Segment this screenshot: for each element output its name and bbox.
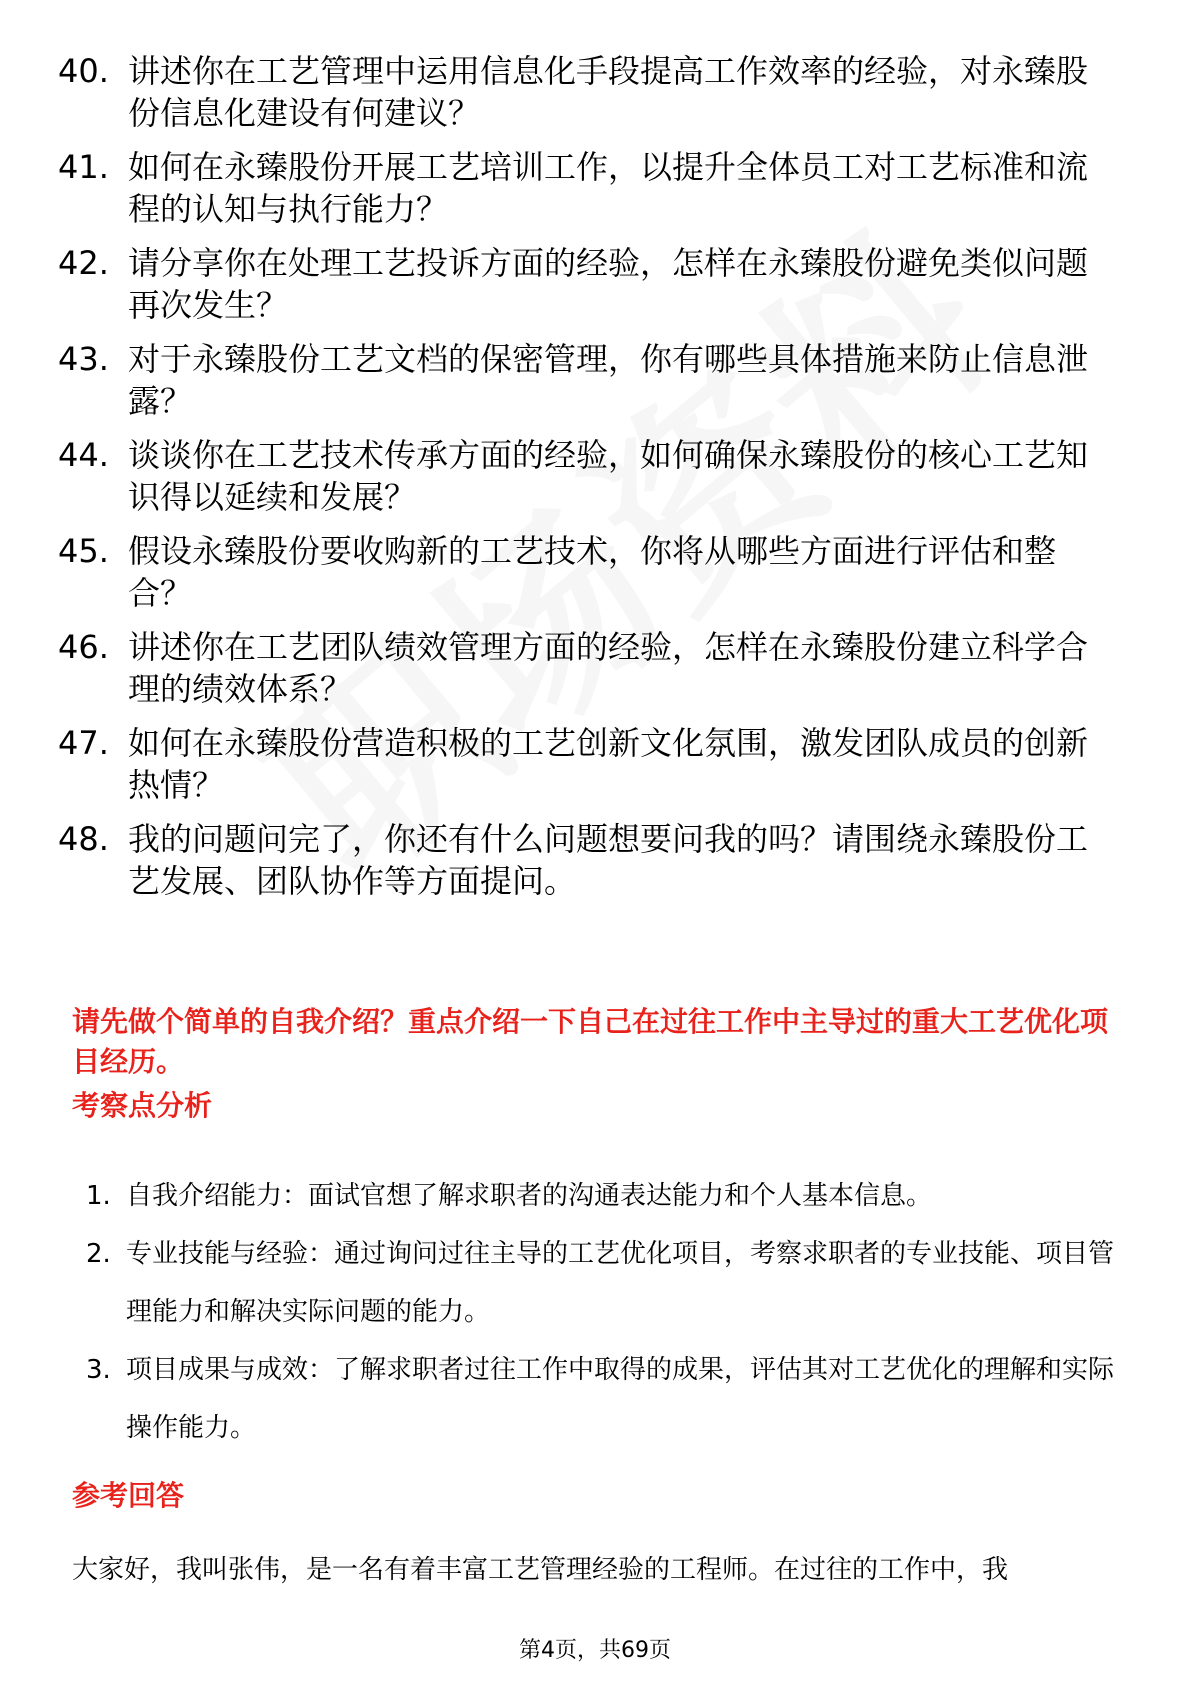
- question-item: [0, 338, 1190, 422]
- analysis-number: 1.: [86, 1181, 111, 1211]
- analysis-number: 2.: [86, 1239, 111, 1269]
- question-number: 40.: [58, 52, 109, 90]
- reference-answer: 大家好，我叫张伟，是一名有着丰富工艺管理经验的工程师。在过往的工作中，我: [72, 1555, 1009, 1585]
- question-text: 如何在永臻股份开展工艺培训工作，以提升全体员工对工艺标准和流程的认知与执行能力？: [128, 148, 1089, 228]
- question-number: 45.: [58, 532, 109, 570]
- question-text: 假设永臻股份要收购新的工艺技术，你将从哪些方面进行评估和整合？: [128, 532, 1057, 612]
- analysis-text: 专业技能与经验：通过询问过往主导的工艺优化项目，考察求职者的专业技能、项目管理能力和解决实际问题的能力。: [126, 1239, 1115, 1327]
- question-text: 讲述你在工艺团队绩效管理方面的经验，怎样在永臻股份建立科学合理的绩效体系？: [128, 628, 1089, 708]
- question-text: 如何在永臻股份营造积极的工艺创新文化氛围，激发团队成员的创新热情？: [128, 724, 1089, 804]
- featured-question: 请先做个简单的自我介绍？重点介绍一下自己在过往工作中主导过的重大工艺优化项目经历。: [72, 1005, 1109, 1078]
- analysis-heading: 考察点分析: [72, 1089, 213, 1122]
- question-text: 请分享你在处理工艺投诉方面的经验，怎样在永臻股份避免类似问题再次发生？: [128, 244, 1089, 324]
- question-list: [0, 50, 1190, 914]
- question-item: [0, 722, 1190, 806]
- question-item: [0, 146, 1190, 230]
- analysis-item: [0, 1225, 1190, 1341]
- question-text: 讲述你在工艺管理中运用信息化手段提高工作效率的经验，对永臻股份信息化建设有何建议？: [128, 52, 1089, 132]
- page-footer: 第4页，共69页: [519, 1638, 671, 1663]
- analysis-text: 自我介绍能力：面试官想了解求职者的沟通表达能力和个人基本信息。: [126, 1181, 933, 1211]
- question-number: 44.: [58, 436, 109, 474]
- analysis-item: [0, 1341, 1190, 1457]
- analysis-list: [0, 1167, 1190, 1457]
- question-number: 46.: [58, 628, 109, 666]
- analysis-item: [0, 1167, 1190, 1225]
- question-text: 对于永臻股份工艺文档的保密管理，你有哪些具体措施来防止信息泄露？: [128, 340, 1089, 420]
- question-item: [0, 434, 1190, 518]
- question-number: 47.: [58, 724, 109, 762]
- analysis-text: 项目成果与成效：了解求职者过往工作中取得的成果，评估其对工艺优化的理解和实际操作能力。: [126, 1355, 1115, 1443]
- question-number: 42.: [58, 244, 109, 282]
- analysis-number: 3.: [86, 1355, 111, 1385]
- reference-heading: 参考回答: [72, 1479, 185, 1512]
- question-number: 41.: [58, 148, 109, 186]
- question-text: 谈谈你在工艺技术传承方面的经验，如何确保永臻股份的核心工艺知识得以延续和发展？: [128, 436, 1089, 516]
- question-item: [0, 242, 1190, 326]
- question-item: [0, 626, 1190, 710]
- question-number: 48.: [58, 820, 109, 858]
- question-item: [0, 818, 1190, 902]
- question-number: 43.: [58, 340, 109, 378]
- question-item: [0, 530, 1190, 614]
- question-item: [0, 50, 1190, 134]
- question-text: 我的问题问完了，你还有什么问题想要问我的吗？请围绕永臻股份工艺发展、团队协作等方面提问。: [128, 820, 1089, 900]
